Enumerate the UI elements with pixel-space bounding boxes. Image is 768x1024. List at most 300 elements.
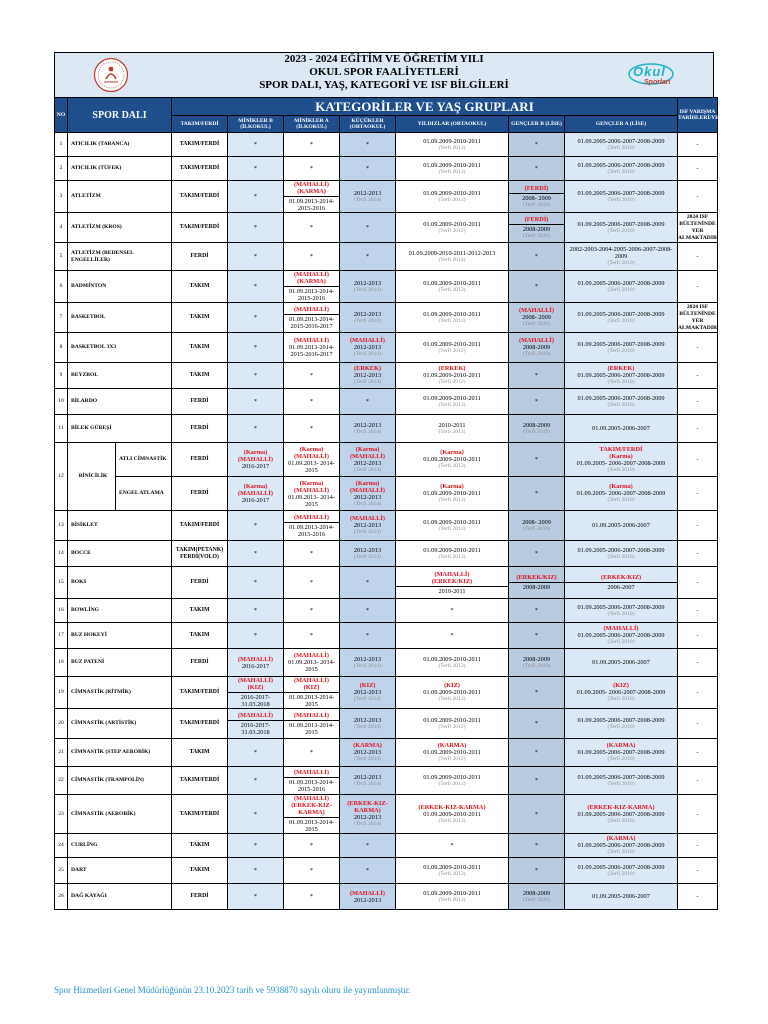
cell-promotion-note: (Terfi 2010) bbox=[607, 610, 635, 617]
cell-ga bbox=[565, 677, 678, 709]
cell-ga bbox=[565, 795, 678, 834]
cell-y bbox=[396, 363, 509, 389]
sport-name: BİLEK GÜREŞİ bbox=[68, 415, 172, 443]
cell-value: * bbox=[253, 165, 258, 172]
cell-a bbox=[284, 858, 340, 884]
cell-promotion-note: (Terfi 2010) bbox=[607, 849, 635, 855]
cell-a bbox=[284, 157, 340, 181]
cell-isf bbox=[678, 649, 718, 677]
cell-gb bbox=[509, 363, 565, 389]
table-row bbox=[55, 767, 718, 795]
col-kucukler-header: KÜÇÜKLER (ORTAOKUL) bbox=[340, 116, 396, 133]
cell-y bbox=[396, 415, 509, 443]
cell-ga bbox=[565, 333, 678, 363]
cell-promotion-note: (Terfi 2010) bbox=[607, 756, 635, 762]
cell-value: 01.09.2013- 2014-2015 bbox=[288, 459, 335, 474]
cell-b bbox=[228, 477, 284, 511]
team-individual-type: FERDİ bbox=[172, 567, 228, 599]
cell-isf bbox=[678, 677, 718, 709]
cell-ga bbox=[565, 181, 678, 213]
table-row bbox=[55, 677, 718, 709]
cell-value: 01.09.2013-2014-2015 bbox=[288, 721, 335, 736]
cell-y bbox=[396, 133, 509, 157]
table-row bbox=[55, 477, 718, 511]
cell-promotion-note: (Terfi 2012) bbox=[438, 401, 466, 408]
cell-red-note: (MAHALLİ) bbox=[294, 513, 329, 521]
cell-a bbox=[284, 767, 340, 795]
cell-value: * bbox=[253, 867, 258, 874]
cell-promotion-note: (Terfi 2010) bbox=[607, 817, 635, 824]
cell-promotion-note: (Terfi 2012) bbox=[438, 553, 466, 560]
cell-promotion-note: (Terfi 2010) bbox=[522, 428, 551, 435]
cell-promotion-note: (Terfi 2012) bbox=[438, 723, 466, 730]
cell-value: * bbox=[309, 893, 314, 900]
cell-promotion-note: (Terfi 2010) bbox=[607, 347, 635, 354]
cell-value: 01.09.2005-2006-2007-2008-2009 bbox=[577, 372, 665, 379]
cell-value: 01.09.2009-2010-2011 bbox=[423, 161, 481, 169]
cell-promotion-note: (Terfi 2012) bbox=[438, 780, 466, 787]
cell-promotion-note: (Terfi 2012) bbox=[438, 379, 466, 385]
cell-k bbox=[340, 303, 396, 333]
sport-name: BOCCE bbox=[68, 541, 172, 567]
cell-value: 2008-2009 bbox=[522, 421, 551, 429]
row-number: 26 bbox=[55, 884, 68, 910]
cell-value: * bbox=[253, 141, 258, 148]
cell-red-note: (ERKEK) bbox=[354, 365, 381, 372]
table-row bbox=[55, 333, 718, 363]
col-miniklerA-header: MİNİKLER A (İLKOKUL) bbox=[284, 116, 340, 133]
cell-promotion-note: (Terfi 2010) bbox=[607, 227, 635, 234]
cell-red-note: (FERDİ) bbox=[524, 215, 549, 223]
table-row bbox=[55, 599, 718, 623]
cell-value: 01.09.2005- 2006-2007-2008-2009 bbox=[576, 689, 666, 696]
team-individual-type: TAKIM bbox=[172, 271, 228, 303]
cell-promotion-note: (Terfi 2014) bbox=[353, 553, 382, 560]
cell-value: 2012-2013 bbox=[353, 689, 382, 696]
cell-note-group bbox=[284, 795, 339, 818]
cell-value: * bbox=[253, 579, 258, 586]
team-individual-type: FERDİ bbox=[172, 389, 228, 415]
cell-red-note: (ERKEK-KIZ-KARMA) bbox=[418, 803, 486, 811]
cell-promotion-note: (Terfi 2010) bbox=[522, 351, 551, 357]
title-block bbox=[54, 52, 714, 97]
cell-a bbox=[284, 795, 340, 834]
cell-isf bbox=[678, 477, 718, 511]
cell-k bbox=[340, 181, 396, 213]
cell-value: * bbox=[534, 372, 539, 379]
cell-k bbox=[340, 477, 396, 511]
cell-b bbox=[228, 213, 284, 243]
cell-value: * bbox=[309, 141, 314, 148]
cell-value: 01.09.2009-2010-2011 bbox=[423, 518, 481, 526]
cell-isf bbox=[678, 363, 718, 389]
okul-sporlari-logo-icon bbox=[627, 61, 679, 91]
cell-y bbox=[396, 567, 509, 599]
cell-gb bbox=[509, 567, 565, 599]
sport-name: BİSİKLET bbox=[68, 511, 172, 541]
cell-promotion-note: (Terfi 2014) bbox=[353, 529, 382, 535]
cell-k bbox=[340, 443, 396, 477]
cell-b bbox=[228, 133, 284, 157]
cell-y bbox=[396, 623, 509, 649]
cell-value: * bbox=[253, 749, 258, 756]
cell-y bbox=[396, 271, 509, 303]
cell-b bbox=[228, 709, 284, 739]
cell-gb bbox=[509, 767, 565, 795]
cell-value: 2016-2017 bbox=[241, 662, 270, 670]
cell-value: 01.09.2013-2014-2015-2016-2017 bbox=[288, 344, 335, 358]
cell-value: 01.09.2005-2006-2007-2008-2009 bbox=[577, 220, 665, 228]
sport-name: CİMNASTİK (RİTMİK) bbox=[68, 677, 172, 709]
cell-promotion-note: (Terfi 2012) bbox=[438, 227, 466, 234]
cell-value: 2010-2011 bbox=[438, 587, 466, 595]
cell-promotion-note: (Terfi 2012) bbox=[438, 168, 466, 175]
cell-value: 01.09.2009-2010-2011 bbox=[423, 716, 481, 724]
cell-gb bbox=[509, 709, 565, 739]
cell-red-note: (ERKEK) bbox=[438, 365, 466, 372]
cell-k bbox=[340, 389, 396, 415]
cell-value: * bbox=[253, 344, 258, 351]
table-row bbox=[55, 243, 718, 271]
sport-name: ATICILIK (TABANCA) bbox=[68, 133, 172, 157]
cell-promotion-note: (Terfi 2010) bbox=[607, 144, 635, 151]
team-individual-type: TAKIM bbox=[172, 303, 228, 333]
cell-promotion-note: (Terfi 2010) bbox=[607, 379, 635, 385]
cell-gb bbox=[509, 443, 565, 477]
cell-note-group bbox=[284, 677, 339, 693]
cell-promotion-note: (Terfi 2012) bbox=[438, 696, 466, 702]
cell-value: - bbox=[696, 607, 699, 614]
cell-value: 01.09.2005-2006-2007-2008-2009 bbox=[577, 310, 665, 318]
cell-y bbox=[396, 333, 509, 363]
cell-red-note: (KIZ) bbox=[359, 682, 376, 689]
cell-value: * bbox=[253, 425, 258, 432]
cell-promotion-note: (Terfi 2014) bbox=[353, 662, 382, 669]
cell-y bbox=[396, 213, 509, 243]
team-individual-type: FERDİ bbox=[172, 649, 228, 677]
team-individual-type: FERDİ bbox=[172, 443, 228, 477]
cell-red-note: (MAHALLİ) bbox=[294, 652, 329, 659]
cell-value: * bbox=[253, 224, 258, 231]
sport-name: BEYZBOL bbox=[68, 363, 172, 389]
cell-a bbox=[284, 415, 340, 443]
cell-ga bbox=[565, 271, 678, 303]
table-row bbox=[55, 389, 718, 415]
cell-value: * bbox=[253, 893, 258, 900]
cell-value: * bbox=[309, 749, 314, 756]
cell-red-note: (KARMA) bbox=[353, 742, 382, 749]
cell-red-note: TAKIM/FERDİ bbox=[599, 445, 643, 453]
row-number: 2 bbox=[55, 157, 68, 181]
cell-red-note: (MAHALLİ) bbox=[350, 452, 385, 460]
row-number: 22 bbox=[55, 767, 68, 795]
cell-promotion-note: (Terfi 2010) bbox=[522, 525, 551, 532]
cell-value: * bbox=[534, 749, 539, 756]
cell-value: - bbox=[696, 893, 699, 900]
cell-ga bbox=[565, 858, 678, 884]
cell-value: - bbox=[696, 165, 699, 172]
cell-value: * bbox=[309, 253, 314, 260]
cell-promotion-note: (Terfi 2010) bbox=[522, 232, 551, 239]
cell-a bbox=[284, 834, 340, 858]
cell-value: 2012-2013 bbox=[353, 279, 382, 287]
cell-a bbox=[284, 477, 340, 511]
cell-promotion-note: (Terfi 2012) bbox=[438, 347, 466, 354]
cell-value: 2012-2013 bbox=[353, 493, 382, 501]
cell-value: - bbox=[696, 867, 699, 874]
cell-b bbox=[228, 157, 284, 181]
cell-red-note: (MAHALLİ) bbox=[519, 337, 554, 344]
row-number: 19 bbox=[55, 677, 68, 709]
cell-red-note: (Karma) bbox=[609, 452, 633, 460]
cell-red-note: (MAHALLİ) bbox=[294, 305, 329, 313]
cell-value: * bbox=[253, 372, 258, 379]
cell-ga bbox=[565, 767, 678, 795]
cell-b bbox=[228, 511, 284, 541]
cell-value: 01.09.2013-2014-2015-2016-2017 bbox=[288, 315, 335, 330]
sport-subdiscipline: ENGEL ATLAMA bbox=[116, 477, 172, 511]
cell-value: 01.09.2005-2006-2007 bbox=[592, 893, 650, 900]
cell-value: 01.09.2009-2010-2011 bbox=[423, 394, 481, 402]
cell-promotion-note: (Terfi 2010) bbox=[607, 870, 635, 877]
cell-a bbox=[284, 303, 340, 333]
cell-k bbox=[340, 858, 396, 884]
cell-value: 2008-2009 bbox=[522, 655, 551, 663]
cell-red-note: (Karma) bbox=[299, 445, 324, 453]
cell-isf bbox=[678, 709, 718, 739]
cell-value: * bbox=[534, 867, 539, 874]
cell-b bbox=[228, 795, 284, 834]
cell-k bbox=[340, 415, 396, 443]
cell-isf bbox=[678, 443, 718, 477]
cell-value: 2016-2017- 31.03.2018 bbox=[240, 721, 271, 736]
cell-red-note: (MAHALLİ) bbox=[350, 486, 385, 494]
cell-isf bbox=[678, 213, 718, 243]
cell-promotion-note: (Terfi 2010) bbox=[607, 168, 635, 175]
cell-red-note: (MAHALLİ) bbox=[294, 486, 329, 494]
cell-red-note: (ERKEK-KIZ-KARMA) bbox=[291, 802, 332, 816]
cell-value: * bbox=[309, 579, 314, 586]
cell-y bbox=[396, 389, 509, 415]
cell-ga bbox=[565, 415, 678, 443]
cell-value: 01.09.2005-2006-2007-2008-2009 bbox=[577, 161, 665, 169]
cell-value: 01.09.2005-2006-2007 bbox=[592, 425, 650, 432]
cell-promotion-note: (Terfi 2010) bbox=[522, 896, 551, 903]
cell-value: - bbox=[696, 372, 699, 379]
cell-gb bbox=[509, 677, 565, 709]
cell-value: 2012-2013 bbox=[353, 344, 382, 351]
cell-promotion-note: (Terfi 2014) bbox=[353, 466, 382, 473]
cell-ga bbox=[565, 511, 678, 541]
cell-red-note: (MAHALLİ) bbox=[294, 271, 329, 278]
table-row bbox=[55, 623, 718, 649]
sport-name: BASKETBOL bbox=[68, 303, 172, 333]
cell-ga bbox=[565, 443, 678, 477]
cell-k bbox=[340, 333, 396, 363]
cell-k bbox=[340, 677, 396, 709]
table-row bbox=[55, 858, 718, 884]
cell-note-group bbox=[396, 571, 508, 587]
cell-value: 2010-2011 bbox=[438, 421, 466, 429]
row-number: 23 bbox=[55, 795, 68, 834]
cell-isf bbox=[678, 567, 718, 599]
cell-b bbox=[228, 858, 284, 884]
cell-value: * bbox=[534, 141, 539, 148]
table-row bbox=[55, 567, 718, 599]
cell-value: 01.09.2005-2006-2007-2008-2009 bbox=[577, 603, 665, 611]
cell-value: - bbox=[696, 522, 699, 529]
row-number: 8 bbox=[55, 333, 68, 363]
cell-b bbox=[228, 649, 284, 677]
cell-y bbox=[396, 767, 509, 795]
cell-value: 2012-2013 bbox=[353, 459, 382, 467]
sport-subdiscipline: ATLI CİMNASTİK bbox=[116, 443, 172, 477]
cell-isf bbox=[678, 415, 718, 443]
cell-value: 2012-2013 bbox=[353, 310, 382, 318]
cell-k bbox=[340, 739, 396, 767]
table-row bbox=[55, 157, 718, 181]
sport-name: BUZ HOKEYİ bbox=[68, 623, 172, 649]
cell-value: 01.09.2005-2006-2007-2008-2009 bbox=[577, 632, 665, 639]
cell-value: - bbox=[696, 425, 699, 432]
row-number: 5 bbox=[55, 243, 68, 271]
cell-value: 01.09.2009-2010-2011 bbox=[423, 456, 481, 463]
cell-value: 01.09.2005-2006-2007-2008-2009 bbox=[577, 279, 665, 287]
cell-a bbox=[284, 541, 340, 567]
cell-ga bbox=[565, 709, 678, 739]
cell-a bbox=[284, 443, 340, 477]
cell-value: * bbox=[534, 689, 539, 696]
team-individual-type: TAKIM bbox=[172, 623, 228, 649]
cell-note-group bbox=[284, 514, 339, 523]
cell-value: 01.09.2009-2010-2011 bbox=[423, 137, 481, 145]
sport-name: ATLETİZM bbox=[68, 181, 172, 213]
cell-value: 01.09.2013-2014-2015-2016 bbox=[288, 288, 335, 302]
cell-value: - bbox=[696, 193, 699, 200]
cell-value: 01.09.2005- 2006-2007-2008-2009 bbox=[576, 490, 666, 497]
cell-value: * bbox=[253, 522, 258, 529]
cell-isf bbox=[678, 271, 718, 303]
cell-value: 2012-2013 bbox=[353, 522, 382, 529]
cell-value: - bbox=[696, 490, 699, 497]
cell-value: * bbox=[253, 842, 258, 849]
cell-promotion-note: (Terfi 2010) bbox=[522, 662, 551, 669]
row-number: 14 bbox=[55, 541, 68, 567]
cell-a bbox=[284, 133, 340, 157]
table-row bbox=[55, 213, 718, 243]
row-number: 20 bbox=[55, 709, 68, 739]
cell-gb bbox=[509, 271, 565, 303]
cell-value: * bbox=[365, 842, 370, 849]
cell-ga bbox=[565, 834, 678, 858]
cell-value: 01.09.2009-2010-2011 bbox=[423, 863, 481, 871]
sport-name: DART bbox=[68, 858, 172, 884]
cell-k bbox=[340, 363, 396, 389]
cell-value: - bbox=[696, 749, 699, 756]
cell-gb bbox=[509, 858, 565, 884]
team-individual-type: TAKIM/FERDİ bbox=[172, 181, 228, 213]
sport-name: BASKETBOL 3X3 bbox=[68, 333, 172, 363]
cell-red-note: (Karma) bbox=[440, 483, 464, 490]
cell-promotion-note: (Terfi 2012) bbox=[438, 196, 466, 203]
cell-promotion-note: (Terfi 2012) bbox=[438, 817, 466, 824]
cell-red-note: (MAHALLİ) bbox=[238, 677, 273, 684]
cell-b bbox=[228, 623, 284, 649]
cell-red-note: (KIZ) bbox=[303, 684, 320, 691]
cell-a bbox=[284, 363, 340, 389]
team-individual-type: FERDİ bbox=[172, 243, 228, 271]
cell-promotion-note: (Terfi 2014) bbox=[353, 696, 382, 702]
cell-value: * bbox=[450, 607, 454, 614]
row-number: 1 bbox=[55, 133, 68, 157]
col-no-header: NO bbox=[55, 98, 68, 133]
cell-a bbox=[284, 677, 340, 709]
cell-value: 01.09.2009-2010-2011 bbox=[423, 490, 481, 497]
cell-value: 2008- 2009 bbox=[522, 194, 551, 202]
cell-value: * bbox=[309, 842, 314, 849]
cell-isf bbox=[678, 133, 718, 157]
cell-value: * bbox=[253, 550, 258, 557]
cell-value: 2008-2009 bbox=[522, 584, 551, 591]
cell-value: 01.09.2005-2006-2007-2008-2009 bbox=[577, 716, 665, 724]
cell-b bbox=[228, 181, 284, 213]
cell-value: * bbox=[534, 253, 539, 260]
cell-red-note: (KARMA) bbox=[606, 835, 636, 842]
cell-value: * bbox=[365, 141, 370, 148]
cell-value: * bbox=[534, 165, 539, 172]
cell-promotion-note: (Terfi 2010) bbox=[607, 466, 635, 473]
cell-value: * bbox=[309, 607, 314, 614]
cell-promotion-note: (Terfi 2010) bbox=[607, 497, 635, 503]
cell-promotion-note: (Terfi 2012) bbox=[438, 463, 466, 469]
cell-red-note: (ERKEK) bbox=[607, 365, 635, 372]
cell-y bbox=[396, 541, 509, 567]
cell-value: * bbox=[309, 165, 314, 172]
cell-value: 01.09.2005-2006-2007-2008-2009 bbox=[577, 773, 665, 781]
cell-k bbox=[340, 213, 396, 243]
cell-isf bbox=[678, 243, 718, 271]
cell-value: - bbox=[696, 283, 699, 290]
cell-value: 01.09.2005-2006-2007-2008-2009 bbox=[577, 810, 665, 818]
cell-value: * bbox=[365, 224, 370, 231]
cell-red-note: (MAHALLİ) bbox=[294, 452, 329, 460]
cell-value: 01.09.2005-2006-2007 bbox=[592, 522, 650, 529]
logo-sub: Sporları bbox=[644, 79, 671, 86]
row-number: 7 bbox=[55, 303, 68, 333]
sport-name: DAĞ KAYAĞI bbox=[68, 884, 172, 910]
cell-b bbox=[228, 363, 284, 389]
cell-gb bbox=[509, 834, 565, 858]
row-number: 13 bbox=[55, 511, 68, 541]
cell-isf bbox=[678, 767, 718, 795]
cell-isf-note: 2024 ISF BÜLTENİNDE YER ALMAKTADIR bbox=[678, 303, 718, 331]
sport-name: CİMNASTİK (TRAMPOLİN) bbox=[68, 767, 172, 795]
cell-value: 01.09.2005-2006-2007-2008-2009 bbox=[577, 863, 665, 871]
team-individual-type: TAKIM bbox=[172, 333, 228, 363]
cell-gb bbox=[509, 541, 565, 567]
cell-value: * bbox=[534, 283, 539, 290]
cell-gb bbox=[509, 333, 565, 363]
cell-ga bbox=[565, 133, 678, 157]
cell-ga bbox=[565, 739, 678, 767]
cell-value: - bbox=[696, 253, 699, 260]
table-row bbox=[55, 709, 718, 739]
cell-value: 01.09.2009-2010-2011 bbox=[423, 279, 481, 287]
cell-promotion-note: (Terfi 2010) bbox=[607, 286, 635, 293]
cell-red-note: (Karma) bbox=[355, 445, 380, 453]
table-row bbox=[55, 795, 718, 834]
cell-value: * bbox=[253, 283, 258, 290]
